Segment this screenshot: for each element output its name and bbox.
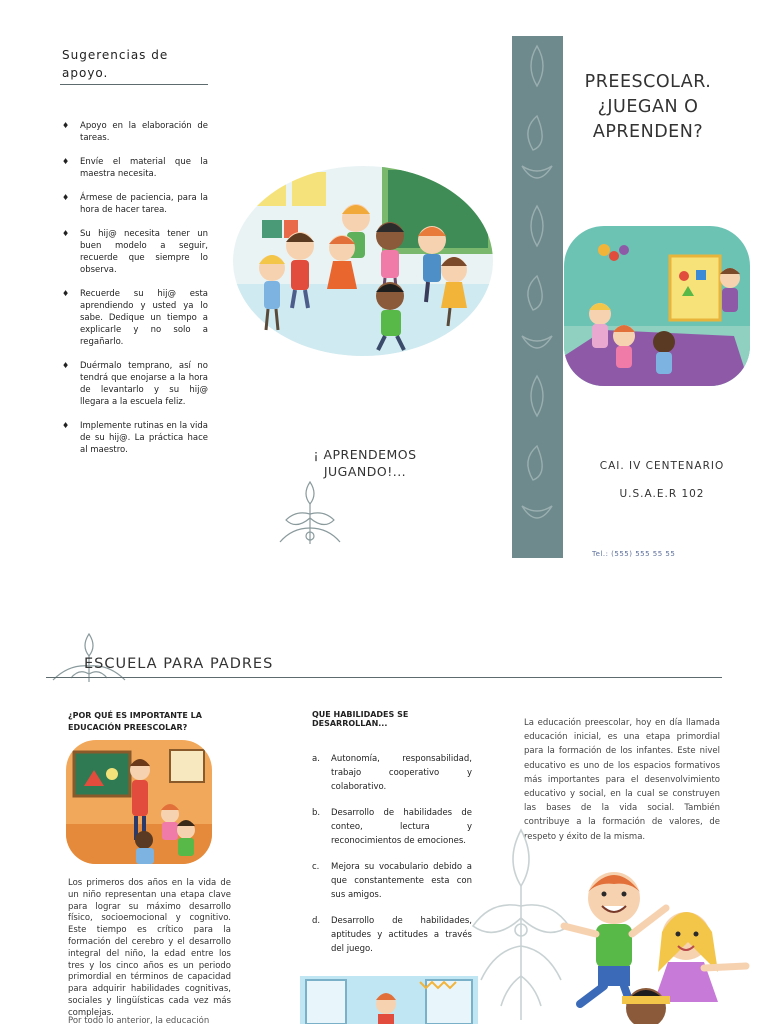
classroom-illustration xyxy=(564,226,750,386)
cover-title: PREESCOLAR. ¿JUEGAN O APRENDEN? xyxy=(584,72,712,142)
support-tips-list xyxy=(62,120,208,468)
support-tip: ♦ Apoyo en la elaboración de tareas. xyxy=(62,120,208,144)
children-playing-illustration xyxy=(232,164,494,358)
support-title: Sugerencias de apoyo. xyxy=(62,48,169,80)
support-tip: ♦ Su hij@ necesita tener un buen modelo a seguir, recuerde que siempre lo observa. xyxy=(62,228,208,276)
skill-item xyxy=(312,806,472,848)
skill-marker: d. xyxy=(312,916,321,926)
classroom-window-illustration xyxy=(300,976,478,1024)
support-tip: ♦ Implemente rutinas en la vida de su hij@. La práctica hace al maestro. xyxy=(62,420,208,456)
skill-marker: a. xyxy=(312,754,320,764)
skill-text: Mejora su vocabulario debido a que constantemente esta con sus amigos. xyxy=(331,862,472,900)
column1-question: ¿POR QUÉ ES IMPORTANTE LA EDUCACIÓN PREESCOLAR? xyxy=(68,711,202,732)
column3-body: La educación preescolar, hoy en día llamada educación inicial, es una etapa primordial para la formación de los infantes. Este nivel educativo es uno de los espacios formativos más importantes para el desenvolvimiento educativo y social, en la cual se construyen las bases de la vida social. También contribuye a la formación de valores, de respeto y éxito de la misma. xyxy=(524,718,720,842)
column1-body: Los primeros dos años en la vida de un niño representan una etapa clave para lograr su máximo desarrollo físico, socioemocional y cognitivo. Este tiempo es crítico para la formación del cerebro y el desarrollo integral del niño, la edad entre los tres y los cinco años es un periodo primordial en términos de capacidad para adquirir habilidades cognitivas, sociales y lingüísticas cada vez más complejas. xyxy=(68,878,231,1018)
support-divider xyxy=(60,84,208,85)
unit-name: U.S.A.E.R 102 xyxy=(619,488,705,500)
column1-body-continued: Por todo lo anterior, la educación xyxy=(68,1016,210,1024)
section-divider xyxy=(46,677,722,678)
skill-marker: b. xyxy=(312,808,321,818)
support-tip: ♦ Recuerde su hij@ esta aprendiendo y usted ya lo sabe. Dedique un tiempo a explicarle y no solo a regañarlo. xyxy=(62,288,208,348)
happy-children-illustration xyxy=(550,868,768,1024)
skill-text: Desarrollo de habilidades de conteo, lectura y reconocimientos de emociones. xyxy=(331,808,472,846)
support-tip: ♦ Ármese de paciencia, para la hora de hacer tarea. xyxy=(62,192,208,216)
skill-text: Autonomía, responsabilidad, trabajo cooperativo y colaborativo. xyxy=(331,754,472,792)
skill-item xyxy=(312,860,472,902)
teacher-classroom-illustration xyxy=(66,740,212,864)
slogan: ¡ APRENDEMOS JUGANDO!... xyxy=(313,447,417,479)
skill-item xyxy=(312,752,472,794)
skill-marker: c. xyxy=(312,862,320,872)
support-tip: ♦ Envíe el material que la maestra necesita. xyxy=(62,156,208,180)
skill-text: Desarrollo de habilidades, aptitudes y actitudes a través del juego. xyxy=(331,916,472,954)
skill-item xyxy=(312,914,472,956)
section-heading: ESCUELA PARA PADRES xyxy=(84,656,274,672)
skills-list xyxy=(312,752,472,968)
column2-question: QUE HABILIDADES SE DESARROLLAN... xyxy=(312,710,409,728)
phone-number: Tel.: (555) 555 55 55 xyxy=(592,550,676,558)
floral-ornament-icon xyxy=(270,478,350,550)
decorative-damask-stripe xyxy=(512,36,563,558)
support-tip: ♦ Duérmalo temprano, así no tendrá que enojarse a la hora de levantarlo y su hij@ llegara a la escuela feliz. xyxy=(62,360,208,408)
school-name: CAI. IV CENTENARIO xyxy=(599,460,725,472)
